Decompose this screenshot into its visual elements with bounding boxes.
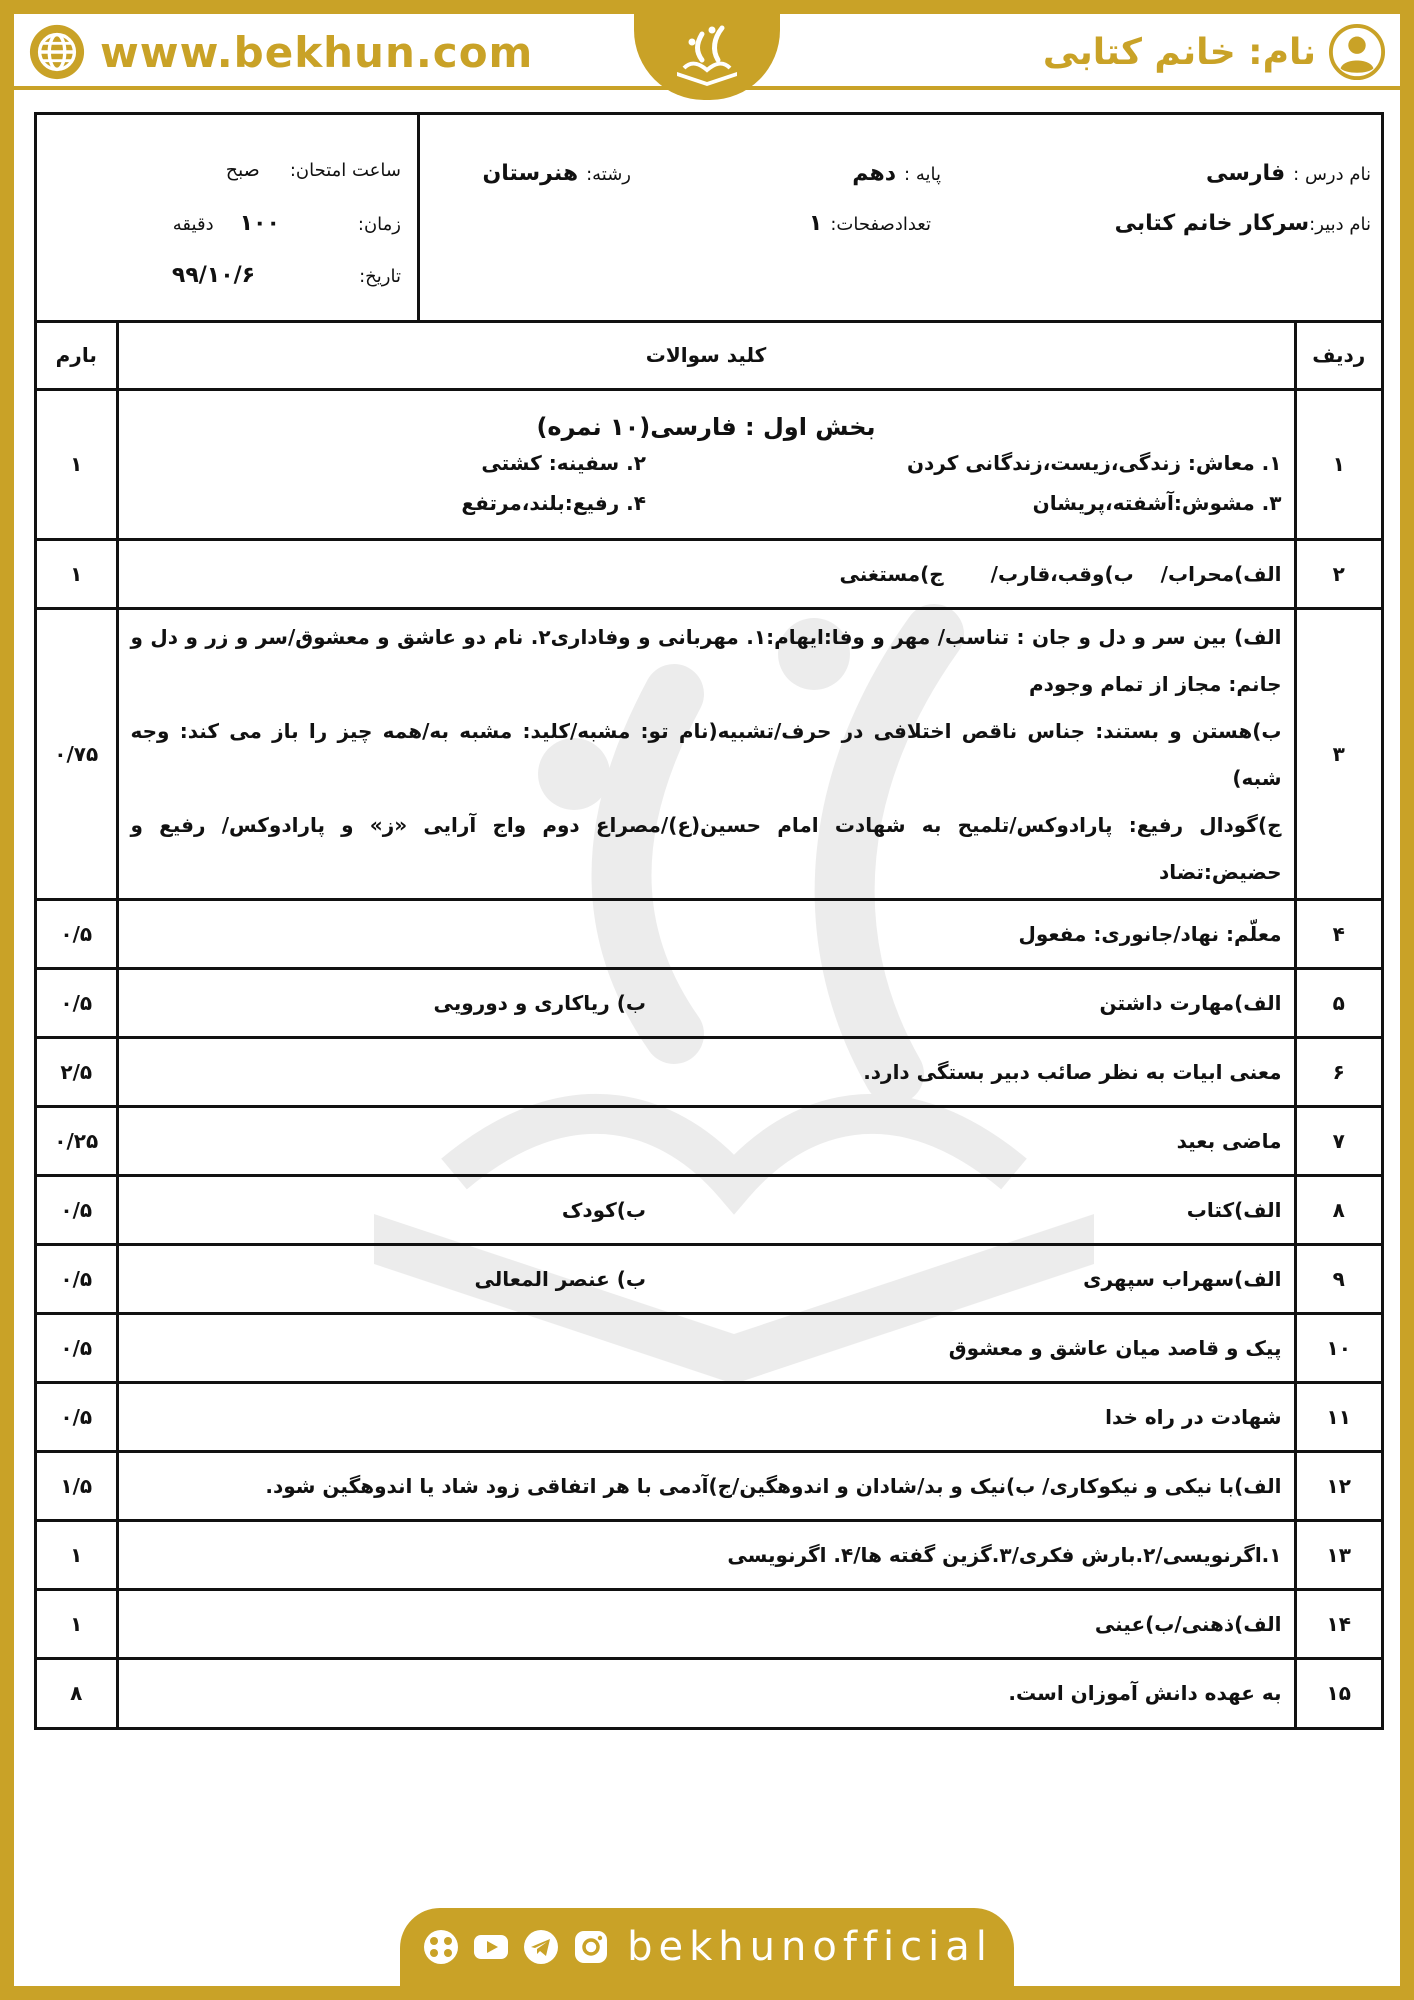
score-cell: ۰/۵	[37, 1244, 117, 1313]
social-footer	[400, 1908, 1014, 1986]
table-row	[37, 1520, 1381, 1589]
top-header	[14, 14, 1400, 90]
score-cell: ۰/۲۵	[37, 1106, 117, 1175]
answer-item: ۳. مشوش:آشفته،پریشان	[1032, 491, 1282, 515]
answer-item: ۴. رفیع:بلند،مرتفع	[461, 491, 646, 515]
answer-item: الف)سهراب سپهری	[1083, 1266, 1282, 1291]
header-answer-key: کلید سوالات	[117, 323, 1295, 389]
table-row	[37, 899, 1381, 968]
answer-item: ب) عنصر المعالی	[474, 1266, 646, 1291]
name-label	[1043, 22, 1386, 82]
answer-cell: معلّم: نهاد/جانوری: مفعول	[117, 899, 1295, 968]
answer-cell	[117, 389, 1295, 539]
bekhun-logo-icon	[662, 20, 752, 94]
youtube-icon[interactable]	[471, 1927, 511, 1967]
course-info: نام درس : فارسی	[1205, 161, 1371, 186]
row-number: ۲	[1295, 539, 1381, 608]
table-header-row	[37, 323, 1381, 389]
score-cell: ۱	[37, 1520, 117, 1589]
score-cell: ۰/۵	[37, 1382, 117, 1451]
exam-time-info: ساعت امتحان: صبح	[225, 159, 401, 181]
score-cell: ۱	[37, 539, 117, 608]
score-cell: ۰/۷۵	[37, 608, 117, 899]
answer-cell	[117, 1244, 1295, 1313]
answer-cell	[117, 1175, 1295, 1244]
answer-cell: شهادت در راه خدا	[117, 1382, 1295, 1451]
answer-key-table	[37, 323, 1381, 1727]
answer-cell	[117, 608, 1295, 899]
answer-item: ب)وقب،قارب/	[990, 561, 1134, 586]
row-number: ۱۳	[1295, 1520, 1381, 1589]
row-number: ۱۵	[1295, 1658, 1381, 1727]
globe-icon	[28, 23, 86, 81]
table-row	[37, 389, 1381, 539]
row-number: ۱۴	[1295, 1589, 1381, 1658]
exam-info-box	[37, 115, 1381, 323]
row-number: ۱۰	[1295, 1313, 1381, 1382]
answer-item: ۲. سفینه: کشتی	[481, 451, 646, 475]
answer-cell	[117, 539, 1295, 608]
answer-cell: پیک و قاصد میان عاشق و معشوق	[117, 1313, 1295, 1382]
row-number: ۵	[1295, 968, 1381, 1037]
table-row	[37, 1589, 1381, 1658]
answer-cell: ماضی بعید	[117, 1106, 1295, 1175]
answer-cell: معنی ابیات به نظر صائب دبیر بستگی دارد.	[117, 1037, 1295, 1106]
answer-item: ب)کودک	[561, 1197, 646, 1222]
telegram-icon[interactable]	[521, 1927, 561, 1967]
footer-handle[interactable]: bekhunofficial	[627, 1924, 993, 1970]
answer-item: ۱. معاش: زندگی،زیست،زندگانی کردن	[906, 451, 1282, 475]
score-cell: ۱	[37, 389, 117, 539]
row-number: ۱	[1295, 389, 1381, 539]
answer-cell: الف)ذهنی/ب)عینی	[117, 1589, 1295, 1658]
row-number: ۹	[1295, 1244, 1381, 1313]
row-number: ۴	[1295, 899, 1381, 968]
score-cell: ۲/۵	[37, 1037, 117, 1106]
grade-info: پایه : دهم	[852, 161, 941, 186]
table-row	[37, 1037, 1381, 1106]
row-number: ۶	[1295, 1037, 1381, 1106]
answer-item: الف)محراب/	[1160, 561, 1282, 586]
duration-info: زمان: ۱۰۰ دقیقه	[172, 211, 401, 236]
table-row	[37, 608, 1381, 899]
table-row	[37, 1106, 1381, 1175]
answer-cell	[117, 968, 1295, 1037]
answer-paragraph: ج)گودال رفیع: پارادوکس/تلمیح به شهادت امام حسین(ع)/مصراع دوم واج آرایی «ز» و پارادوکس/ رفیع و حضیض:تضاد	[130, 812, 1282, 884]
exam-info-main	[417, 115, 1381, 320]
answer-item: ج)مستغنی	[839, 561, 944, 586]
score-cell: ۰/۵	[37, 968, 117, 1037]
page	[14, 14, 1400, 1986]
table-row	[37, 1382, 1381, 1451]
header-row-number: ردیف	[1295, 323, 1381, 389]
table-row	[37, 1244, 1381, 1313]
table-row	[37, 968, 1381, 1037]
aparat-icon[interactable]	[421, 1927, 461, 1967]
answer-item: الف)مهارت داشتن	[1099, 990, 1282, 1015]
exam-answer-sheet	[34, 112, 1384, 1730]
score-cell: ۰/۵	[37, 1175, 117, 1244]
answer-cell: ۱.اگرنویسی/۲.بارش فکری/۳.گزین گفته ها/۴. اگرنویسی	[117, 1520, 1295, 1589]
answer-cell: به عهده دانش آموزان است.	[117, 1658, 1295, 1727]
row-number: ۱۱	[1295, 1382, 1381, 1451]
teacher-info: نام دبیر: سرکار خانم کتابی	[1114, 211, 1371, 236]
table-row	[37, 1313, 1381, 1382]
table-row	[37, 1451, 1381, 1520]
row-number: ۷	[1295, 1106, 1381, 1175]
section-title: بخش اول : فارسی(۱۰ نمره)	[536, 413, 876, 441]
answer-paragraph: الف) بین سر و دل و جان : تناسب/ مهر و وفا:ایهام:۱. مهربانی و وفاداری۲. نام دو عاشق و معشوق/سر و زر و دل و جانم: مجاز از تمام وجودم	[130, 624, 1282, 696]
user-icon	[1328, 23, 1386, 81]
answer-item: ب) ریاکاری و دورویی	[433, 990, 646, 1015]
instagram-icon[interactable]	[571, 1927, 611, 1967]
row-number: ۱۲	[1295, 1451, 1381, 1520]
table-row	[37, 1658, 1381, 1727]
row-number: ۸	[1295, 1175, 1381, 1244]
date-info: تاریخ: ۹۹/۱۰/۶	[171, 263, 401, 288]
table-row	[37, 539, 1381, 608]
score-cell: ۸	[37, 1658, 117, 1727]
score-cell: ۱/۵	[37, 1451, 117, 1520]
score-cell: ۰/۵	[37, 1313, 117, 1382]
exam-info-time	[37, 115, 417, 320]
site-url[interactable]	[28, 22, 533, 82]
name-text: نام: خانم کتابی	[1042, 31, 1316, 73]
logo-tab	[634, 14, 780, 100]
score-cell: ۰/۵	[37, 899, 117, 968]
header-score: بارم	[37, 323, 117, 389]
score-cell: ۱	[37, 1589, 117, 1658]
pages-info: تعدادصفحات: ۱	[808, 211, 931, 236]
answer-item: الف)کتاب	[1186, 1197, 1282, 1222]
row-number: ۳	[1295, 608, 1381, 899]
site-url-text: www.bekhun.com	[100, 27, 534, 77]
table-row	[37, 1175, 1381, 1244]
field-info: رشته: هنرستان	[482, 161, 631, 186]
answer-paragraph: ب)هستن و بستند: جناس ناقص اختلافی در حرف/تشبیه(نام تو: مشبه/کلید: مشبه به/همه چیز را باز می کند: وجه شبه)	[130, 718, 1282, 790]
answer-cell: الف)با نیکی و نیکوکاری/ ب)نیک و بد/شادان و اندوهگین/ج)آدمی با هر اتفاقی زود شاد یا اندوهگین شود.	[117, 1451, 1295, 1520]
